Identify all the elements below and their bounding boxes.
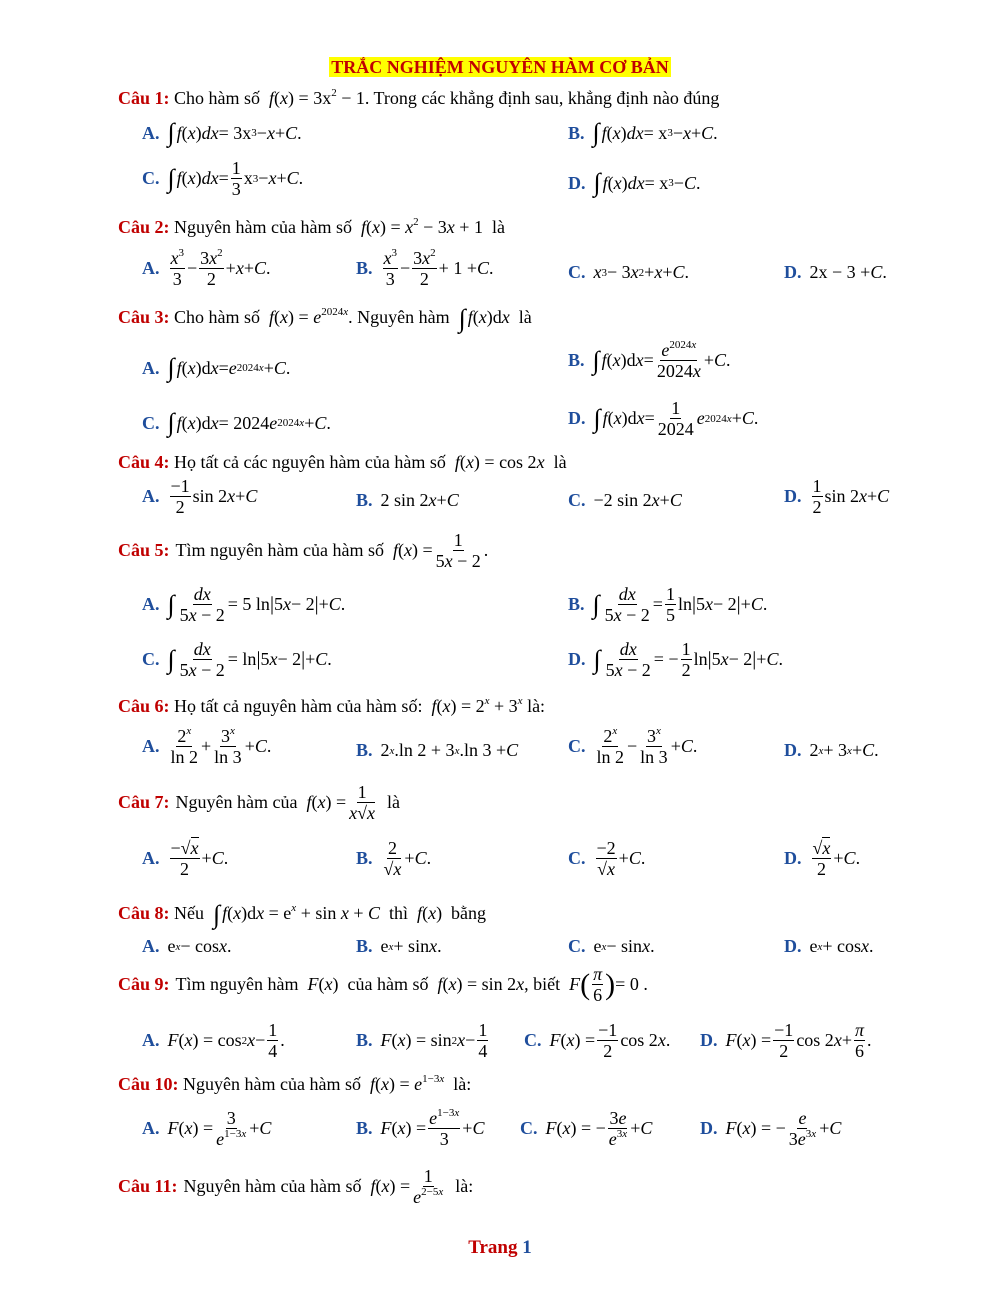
option-1a[interactable]: A. ∫ f ( x ) dx = 3x 3 − x + C . (142, 118, 302, 147)
question-3: Câu 3: Cho hàm số $f(x) = e^{2024x}$. Nguyên hàm ∫ f(x)dx là (118, 304, 532, 333)
option-7a[interactable]: A. −√x 2 + C . (142, 838, 229, 880)
question-2: Câu 2: Nguyên hàm của hàm số $f(x) = x^2 - 3x + 1$ là (118, 216, 505, 237)
question-4: Câu 4: Họ tất cả các nguyên hàm của hàm số f(x) = cos 2x là (118, 452, 567, 472)
option-2d[interactable]: D. 2x − 3 + C . (784, 262, 887, 282)
question-5: Câu 5: Tìm nguyên hàm của hàm số f ( x ) = 1 5x − 2 . (118, 530, 489, 572)
question-8: Câu 8: Nếu ∫ $f(x)dx = e^x + \sin x + C$ thì f(x) bằng (118, 900, 487, 929)
option-6a[interactable]: A. 2$^x$ ln 2 + $3^x$ ln 3 + C . (142, 725, 272, 768)
option-4c[interactable]: C. −2 sin 2 x + C (568, 490, 682, 510)
option-2c[interactable]: C. x 3 − 3 x 2 + x + C . (568, 262, 689, 282)
option-9c[interactable]: C. F ( x ) = −1 2 cos 2 x . (524, 1020, 671, 1062)
option-5d[interactable]: D. ∫ dx 5x − 2 = − 1 2 ln | 5 x − 2 | + C . (568, 639, 783, 681)
option-7b[interactable]: B. 2 √x + C . (356, 838, 432, 880)
question-1: Câu 1: Cho hàm số $f(x) = 3x^2 - 1$. Trong các khẳng định sau, khẳng định nào đúng (118, 87, 720, 108)
option-3a[interactable]: A. ∫ f ( x )d x = e 2024x + C . (142, 353, 291, 382)
question-9: Câu 9: Tìm nguyên hàm F ( x ) của hàm số f ( x ) = sin 2 x , biết F ( π 6 ) = 0 . (118, 964, 648, 1006)
option-6c[interactable]: C. 2$^x$ ln 2 − $3^x$ ln 3 + C . (568, 725, 698, 768)
question-10: Câu 10: Nguyên hàm của hàm số $f(x) = e^{1-3x}$ là: (118, 1073, 472, 1094)
option-3d[interactable]: D. ∫ f ( x )d x = 1 2024 e 2024x + C . (568, 398, 759, 440)
option-5a[interactable]: A. ∫ dx 5x − 2 = 5 ln | 5 x − 2 | + C . (142, 584, 346, 626)
option-9d[interactable]: D. F ( x ) = −1 2 cos 2 x + π 6 . (700, 1020, 872, 1062)
question-11: Câu 11: Nguyên hàm của hàm số f ( x ) = 1 $e^{2-5x}$ là: (118, 1166, 474, 1208)
option-6b[interactable]: B. 2 x .ln 2 + 3 x .ln 3 + C (356, 740, 519, 760)
option-10b[interactable]: B. F ( x ) = $e^{1-3x}$ 3 + C (356, 1107, 485, 1150)
option-10d[interactable]: D. F ( x ) = − e $3e^{3x}$ + C (700, 1108, 842, 1150)
option-6d[interactable]: D. 2 x + 3 x + C . (784, 740, 879, 760)
option-5c[interactable]: C. ∫ dx 5x − 2 = ln | 5 x − 2 | + C . (142, 639, 332, 681)
question-6: Câu 6: Họ tất cả nguyên hàm của hàm số: $f(x) = 2^x + 3^x$ là: (118, 695, 546, 716)
option-10c[interactable]: C. F ( x ) = − 3e $e^{3x}$ + C (520, 1108, 653, 1150)
page-footer: Trang 1 (468, 1237, 532, 1258)
option-1d[interactable]: D. ∫ f ( x ) dx = x 3 − C . (568, 168, 701, 197)
question-7: Câu 7: Nguyên hàm của f ( x ) = 1 x√x là (118, 782, 401, 824)
option-2a[interactable]: A. $x^3$ 3 − $3x^2$ 2 + x + C . (142, 247, 271, 290)
option-8d[interactable]: D. e x + cos x . (784, 936, 874, 956)
option-7c[interactable]: C. −2 √x + C . (568, 838, 646, 880)
option-9a[interactable]: A. F ( x ) = cos 2 x − 1 4 . (142, 1020, 285, 1062)
option-4a[interactable]: A. −1 2 sin 2 x + C (142, 476, 258, 518)
option-7d[interactable]: D. √x 2 + C . (784, 838, 861, 880)
option-8a[interactable]: A. e x − cos x . (142, 936, 232, 956)
option-4b[interactable]: B. 2 sin 2 x + C (356, 490, 459, 510)
option-3b[interactable]: B. ∫ f ( x )d x = $e^{2024x}$ 2024x + C . (568, 339, 731, 382)
option-3c[interactable]: C. ∫ f ( x )d x = 2024 e 2024x + C . (142, 408, 331, 437)
option-9b[interactable]: B. F ( x ) = sin 2 x − 1 4 (356, 1020, 488, 1062)
option-2b[interactable]: B. $x^3$ 3 − $3x^2$ 2 + 1 + C . (356, 247, 494, 290)
option-4d[interactable]: D. 1 2 sin 2 x + C (784, 476, 890, 518)
page-title: TRẮC NGHIỆM NGUYÊN HÀM CƠ BẢN (331, 57, 669, 77)
option-1c[interactable]: C. ∫ f ( x ) dx = 1 3 x 3 − x + C . (142, 158, 304, 200)
option-8b[interactable]: B. e x + sin x . (356, 936, 442, 956)
option-1b[interactable]: B. ∫ f ( x ) dx = x 3 − x + C . (568, 118, 718, 147)
option-5b[interactable]: B. ∫ dx 5x − 2 = 1 5 ln | 5 x − 2 | + C . (568, 584, 768, 626)
option-8c[interactable]: C. e x − sin x . (568, 936, 655, 956)
option-10a[interactable]: A. F ( x ) = 3 $e^{1-3x}$ + C (142, 1108, 272, 1150)
